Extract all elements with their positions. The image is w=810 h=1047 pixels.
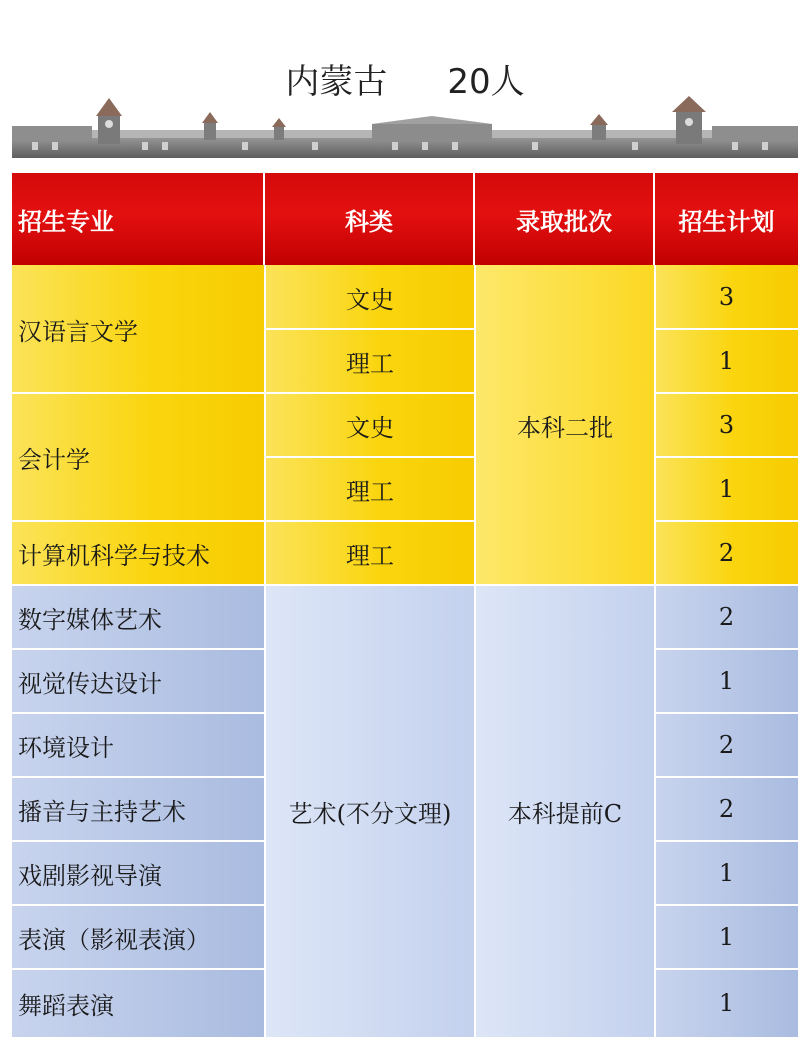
plan-cell: 1 [655, 457, 798, 521]
grid-divider [265, 328, 475, 330]
grid-divider [655, 456, 798, 458]
grid-divider [655, 840, 798, 842]
grid-divider [265, 456, 475, 458]
grid-divider [655, 520, 798, 522]
grid-divider [655, 712, 798, 714]
grid-divider [265, 520, 475, 522]
grid-divider [654, 265, 656, 1037]
grid-divider [12, 392, 265, 394]
grid-divider [655, 776, 798, 778]
plan-cell: 3 [655, 265, 798, 329]
enrollment-table [12, 173, 798, 1037]
major-cell: 视觉传达设计 [12, 649, 265, 713]
major-cell: 表演（影视表演） [12, 905, 265, 969]
category-cell-art: 艺术(不分文理) [265, 585, 475, 1037]
grid-divider [655, 648, 798, 650]
header-category: 科类 [265, 173, 475, 265]
grid-divider [12, 904, 265, 906]
plan-cell: 2 [655, 521, 798, 585]
category-cell: 理工 [265, 329, 475, 393]
major-cell: 汉语言文学 [12, 265, 265, 393]
major-cell: 计算机科学与技术 [12, 521, 265, 585]
grid-divider [264, 265, 266, 1037]
plan-cell: 1 [655, 969, 798, 1037]
quota-total: 20人 [447, 62, 525, 102]
header-batch: 录取批次 [475, 173, 655, 265]
grid-divider [12, 712, 265, 714]
major-cell: 舞蹈表演 [12, 969, 265, 1037]
grid-divider [12, 648, 265, 650]
major-cell: 播音与主持艺术 [12, 777, 265, 841]
plan-cell: 2 [655, 585, 798, 649]
batch-cell: 本科二批 [475, 265, 655, 585]
grid-divider [12, 776, 265, 778]
grid-divider [12, 520, 265, 522]
category-cell: 理工 [265, 457, 475, 521]
category-cell: 理工 [265, 521, 475, 585]
plan-cell: 2 [655, 713, 798, 777]
major-cell: 数字媒体艺术 [12, 585, 265, 649]
region-name: 内蒙古 [285, 62, 388, 102]
header-plan: 招生计划 [655, 173, 798, 265]
grid-divider [655, 328, 798, 330]
grid-divider [12, 840, 265, 842]
plan-cell: 1 [655, 841, 798, 905]
campus-skyline-image [12, 96, 798, 158]
grid-divider [474, 265, 476, 1037]
major-cell: 环境设计 [12, 713, 265, 777]
plan-cell: 1 [655, 329, 798, 393]
batch-cell: 本科提前C [475, 585, 655, 1037]
grid-divider [655, 904, 798, 906]
grid-divider [265, 392, 475, 394]
grid-divider [12, 968, 265, 970]
grid-divider [655, 968, 798, 970]
plan-cell: 3 [655, 393, 798, 457]
grid-divider [655, 392, 798, 394]
plan-cell: 1 [655, 649, 798, 713]
major-cell: 会计学 [12, 393, 265, 521]
header-major: 招生专业 [12, 173, 265, 265]
grid-divider [12, 584, 798, 586]
plan-cell: 2 [655, 777, 798, 841]
plan-cell: 1 [655, 905, 798, 969]
major-cell: 戏剧影视导演 [12, 841, 265, 905]
category-cell: 文史 [265, 393, 475, 457]
category-cell: 文史 [265, 265, 475, 329]
title-banner [12, 12, 798, 158]
